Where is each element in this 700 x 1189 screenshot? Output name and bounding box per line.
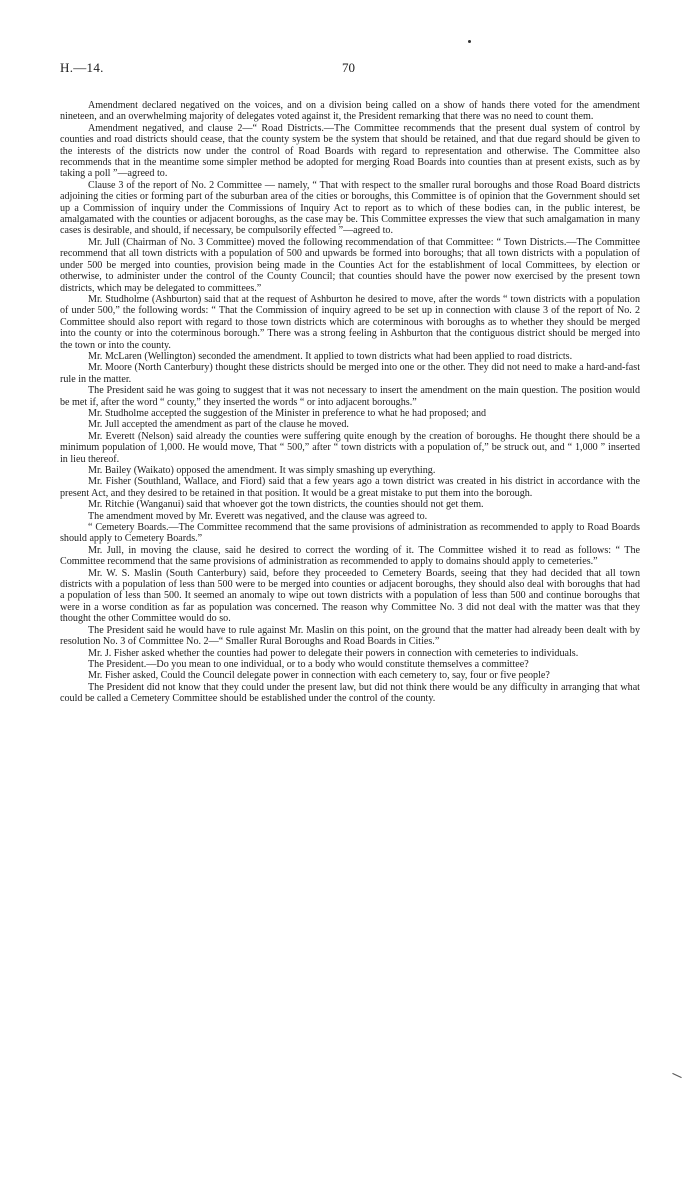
- paragraph: Clause 3 of the report of No. 2 Committee — namely, “ That with respect to the smaller rural boroughs and those Road Board districts adjoining the cities or forming part of the suburban area of the cities or boroughs, this Committee is of opinion that the Government should set up a Commission of inquiry under the Commissions of Inquiry Act to report as to which of these bodies can, in the public interest, be amalgamated with the counties or adjacent boroughs, as the case may be. This Committee expresses the view that such amalgamation in many cases is desirable, and should, if necessary, be compulsorily effected ”—agreed to.: [60, 179, 640, 237]
- page-header: [60, 60, 640, 80]
- paragraph: Mr. Jull accepted the amendment as part of the clause he moved.: [88, 419, 349, 431]
- page-mark-dot: [468, 40, 471, 43]
- paragraph: The President.—Do you mean to one individual, or to a body who would constitute themselves a committee?: [88, 658, 529, 670]
- paragraph: Mr. Everett (Nelson) said already the counties were suffering quite enough by the creation of boroughs. He thought there should be a minimum population of 1,000. He would move, That “ 500,” after “ town districts with a population of,” be struck out, and “ 1,000 ” inserted in lieu thereof.: [60, 430, 640, 465]
- paragraph: Mr. Ritchie (Wanganui) said that whoever got the town districts, the counties should not get them.: [88, 499, 484, 511]
- paragraph: Mr. J. Fisher asked whether the counties had power to delegate their powers in connection with cemeteries to individuals.: [88, 647, 579, 659]
- paragraph: The amendment moved by Mr. Everett was negatived, and the clause was agreed to.: [88, 510, 428, 522]
- document-reference: H.—14.: [60, 60, 104, 75]
- paragraph: Mr. Bailey (Waikato) opposed the amendment. It was simply smashing up everything.: [88, 465, 436, 476]
- body-text: [60, 100, 640, 705]
- page-number: 70: [342, 60, 355, 75]
- paragraph: Mr. Jull, in moving the clause, said he desired to correct the wording of it. The Committee wished it to read as follows: “ The Committee recommend that the same provisions of administration as recommended to apply to domains should apply to cemeteries.”: [60, 544, 640, 568]
- paragraph: Mr. Fisher (Southland, Wallace, and Fiord) said that a few years ago a town district was created in his district in accordance with the present Act, and they desired to be retained in that position. It would be a great mistake to put them into the borough.: [60, 476, 640, 499]
- paragraph: Mr. W. S. Maslin (South Canterbury) said, before they proceeded to Cemetery Boards, seeing that they had decided that all town districts with a population of less than 500 were to be merged into counties or adjacent boroughs, they should also deal with boroughs that had a population of less than 500. It seemed an anomaly to wipe out town districts with a population of less than 500 and continue boroughs that were in a worse condition as far as population was concerned. The reason why Committee No. 3 did not deal with the matter was that they thought the other Committee would do so.: [60, 567, 640, 625]
- paragraph: Mr. Jull (Chairman of No. 3 Committee) moved the following recommendation of that Committee: “ Town Districts.—The Committee recommend that all town districts with a population of 500 and upwards be formed into boroughs; that all town districts with a population of under 500 be merged into counties, provision being made in the Counties Act for the establishment of local Committees, by election or otherwise, to administer under the control of the County Council; that counties should have the power now exercised by the present town districts, which may be delegated to committees.”: [60, 236, 640, 294]
- document-page: [60, 60, 640, 705]
- paragraph: Mr. Moore (North Canterbury) thought these districts should be merged into one or the other. They did not need to make a hard-and-fast rule in the matter.: [60, 362, 640, 385]
- paragraph: The President said he was going to suggest that it was not necessary to insert the amendment on the main question. The position would be met if, after the word “ county,” they inserted the words “ or into adjacent boroughs.”: [60, 385, 640, 408]
- paragraph: Mr. Studholme (Ashburton) said that at the request of Ashburton he desired to move, after the words “ town districts with a population of under 500,” the following words: “ That the Commission of inquiry agreed to be set up in connection with clause 3 of the report of No. 2 Committee should also report with regard to those town districts which are coterminous with boroughs as to whether they should be merged into the county or into the coterminous borough.” There was a strong feeling in Ashburton that the contiguous district should be merged into the town or into the county.: [60, 293, 640, 351]
- margin-mark: [672, 1073, 681, 1078]
- paragraph: Mr. Studholme accepted the suggestion of the Minister in preference to what he had proposed; and: [88, 407, 487, 419]
- paragraph: Amendment declared negatived on the voices, and on a division being called on a show of hands there voted for the amendment nineteen, and an overwhelming majority of delegates voted against it, the President remarking that there was no need to count them.: [60, 100, 640, 123]
- paragraph: The President did not know that they could under the present law, but did not think there would be any difficulty in arranging that what could be called a Cemetery Committee should be established under the control of the county.: [60, 681, 640, 705]
- paragraph: “ Cemetery Boards.—The Committee recommend that the same provisions of administration as recommended to apply to Road Boards should apply to Cemetery Boards.”: [60, 522, 640, 545]
- paragraph: Mr. McLaren (Wellington) seconded the amendment. It applied to town districts what had been applied to road districts.: [88, 350, 573, 362]
- paragraph: Amendment negatived, and clause 2—“ Road Districts.—The Committee recommends that the present dual system of control by counties and road districts should cease, that the county system be the system that should be retained, and that due regard should be given to the interests of the districts now under the control of Road Boards with regard to representation and otherwise. The Committee also recommends that in the meantime some simpler method be adopted for merging Road Boards into counties than at present exists, such as by taking a poll ”—agreed to.: [60, 122, 640, 180]
- paragraph: The President said he would have to rule against Mr. Maslin on this point, on the ground that the matter had already been dealt with by resolution No. 3 of Committee No. 2—“ Smaller Rural Boroughs and Road Boards in Cities.”: [60, 624, 640, 648]
- paragraph: Mr. Fisher asked, Could the Council delegate power in connection with each cemetery to, say, four or five people?: [88, 670, 550, 682]
